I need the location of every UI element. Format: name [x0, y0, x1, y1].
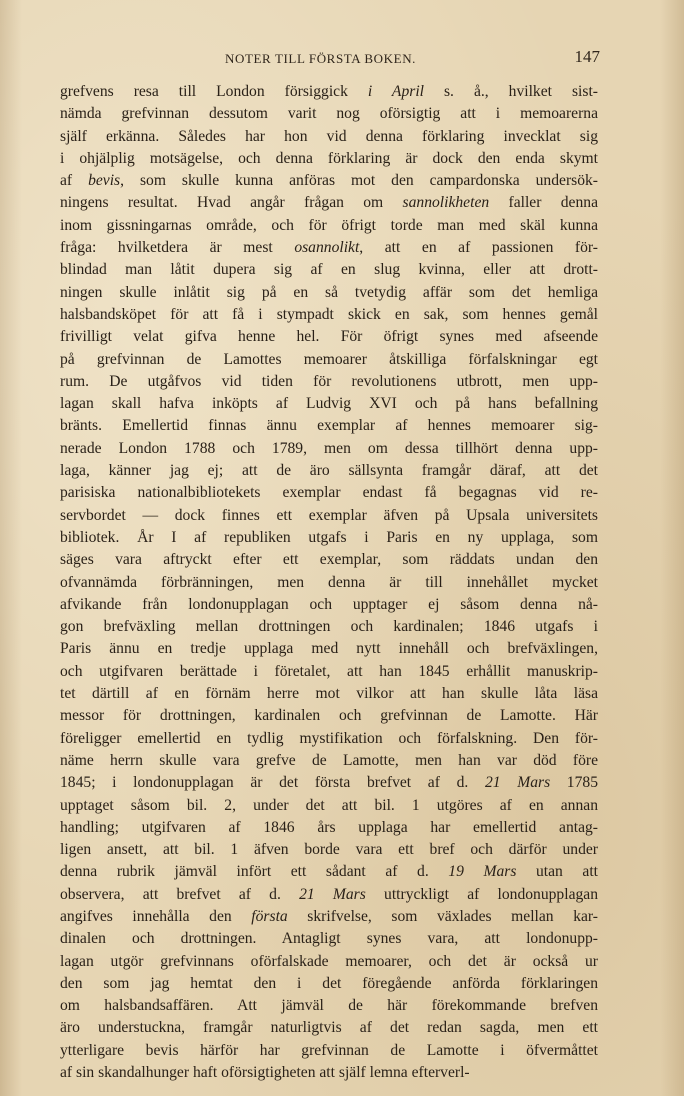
text-line — [60, 1017, 598, 1039]
text-run: fråga: hvilketdera är mest — [60, 239, 295, 257]
text-line — [60, 638, 598, 660]
text-run: , att en af passionen för- — [359, 239, 598, 257]
text-line — [60, 304, 598, 326]
text-run: grefvens resa till London försiggick — [60, 83, 368, 100]
text-run: handling; utgifvaren af 1846 års upplaga har emellertid antag- — [60, 818, 598, 836]
text-run: nerade London 1788 och 1789, men om dessa tillhört denna upp- — [60, 439, 598, 457]
text-line — [60, 192, 598, 214]
text-run: ningen skulle inlåtit sig på en så tvetydig affär som det hemliga — [60, 283, 598, 301]
text-line — [60, 415, 598, 437]
text-run: af — [60, 172, 89, 190]
text-run: messor för drottningen, kardinalen och grefvinnan de Lamotte. Här — [60, 707, 598, 725]
text-run: af sin skandalhunger haft oförsigtigheten att själf lemna efterverl- — [60, 1064, 470, 1082]
text-line — [60, 349, 598, 371]
text-run: uttryckligt af londonupplagan — [365, 885, 598, 903]
text-run: tet därtill af en förnäm herre mot vilkor att han skulle låta läsa — [60, 685, 598, 703]
text-line — [60, 683, 598, 705]
italic-run: 21 Mars — [299, 885, 366, 903]
text-line — [60, 237, 598, 259]
text-line — [60, 661, 598, 683]
text-line — [60, 259, 598, 281]
text-line — [60, 170, 598, 192]
text-run: och utgifvaren berättade i företalet, att han 1845 erhållit manuskrip- — [60, 662, 598, 680]
text-run: angifves innehålla den — [60, 907, 252, 925]
text-run: dinalen och drottningen. Antagligt synes vara, att londonupp- — [60, 930, 598, 948]
text-line — [60, 371, 598, 393]
text-line — [60, 460, 598, 482]
text-line — [60, 884, 598, 906]
text-line — [60, 928, 598, 950]
text-run: rum. De utgåfvos vid tiden för revolutionens utbrott, men upp- — [60, 372, 598, 390]
text-line — [60, 81, 598, 103]
text-line — [60, 772, 598, 794]
text-run: ofvannämda förbränningen, men denna är till innehållet mycket — [60, 573, 598, 591]
text-run: skrifvelse, som växlades mellan kar- — [287, 907, 598, 925]
text-run: ytterligare bevis härför har grefvinnan de Lamotte i öfvermåttet — [60, 1041, 598, 1059]
text-run: själf erkänna. Således har hon vid denna förklaring invecklat sig — [60, 127, 598, 145]
italic-run: sannolikheten — [402, 194, 490, 212]
text-run: frivilligt velat gifva henne hel. För öfrigt synes med afseende — [60, 328, 598, 346]
text-run: afvikande från londonupplagan och upptager ej såsom denna nå- — [60, 595, 598, 613]
text-run: 1785 — [550, 774, 598, 792]
text-line — [60, 326, 598, 348]
italic-run: 19 Mars — [448, 863, 517, 881]
text-run: halsbandsköpet för att få i stympadt skick en sak, som hennes gemål — [60, 305, 598, 323]
text-line — [60, 705, 598, 727]
page-header — [60, 47, 600, 71]
text-run: den som jag hemtat den i det föregående anförda förklaringen — [60, 974, 598, 992]
text-line — [60, 861, 598, 883]
text-run: laga, känner jag ej; att de äro sällsynta framgår däraf, att det — [60, 462, 598, 480]
italic-run: i April — [367, 83, 424, 100]
text-line — [60, 482, 598, 504]
text-run: säges vara aftryckt efter ett exemplar, som räddats undan den — [60, 551, 598, 569]
text-line — [60, 906, 598, 928]
italic-run: första — [251, 907, 288, 925]
text-line — [60, 817, 598, 839]
text-line — [60, 750, 598, 772]
text-run: ligen ansett, att bil. 1 äfven borde vara ett bref och därför under — [60, 841, 598, 859]
text-run: faller denna — [489, 194, 598, 212]
italic-run: 21 Mars — [484, 774, 551, 792]
text-line — [60, 973, 598, 995]
text-line — [60, 438, 598, 460]
text-line — [60, 1040, 598, 1062]
text-run: gon brefväxling mellan drottningen och kardinalen; 1846 utgafs i — [60, 618, 598, 636]
text-run: äro understuckna, framgår naturligtvis af det redan sagda, men ett — [60, 1019, 598, 1037]
text-run: s. å., hvilket sist- — [423, 83, 598, 100]
text-run: parisiska nationalbibliotekets exemplar endast få begagnas vid re- — [60, 484, 598, 502]
italic-run: bevis — [88, 172, 121, 190]
text-run: i ohjälplig motsägelse, och denna förklaring är dock den enda skymt — [60, 149, 598, 167]
text-run: inom gissningarnas område, och för öfrigt torde man med skäl kunna — [60, 216, 598, 234]
text-line — [60, 795, 598, 817]
text-run: servbordet — dock finnes ett exemplar äfven på Upsala universitets — [60, 506, 598, 524]
text-run: Paris ännu en tredje upplaga med nytt innehåll och brefväxlingen, — [60, 640, 598, 658]
text-run: , som skulle kunna anföras mot den campardonska undersök- — [120, 172, 598, 190]
text-run: nämda grefvinnan dessutom varit nog oförsigtig att i memoarerna — [60, 105, 598, 123]
text-line — [60, 839, 598, 861]
text-line — [60, 572, 598, 594]
text-run: på grefvinnan de Lamottes memoarer åtskilliga förfalskningar egt — [60, 350, 598, 368]
text-run: denna rubrik jämväl infört ett sådant af d. — [60, 863, 449, 881]
text-line — [60, 215, 598, 237]
text-line — [60, 393, 598, 415]
text-run: upptaget såsom bil. 2, under det att bil. 1 utgöres af en annan — [60, 796, 598, 814]
text-run: lagan utgör grefvinnans oförfalskade memoarer, och det är också ur — [60, 952, 598, 970]
page-number: 147 — [574, 47, 600, 66]
text-line — [60, 616, 598, 638]
italic-run: osannolikt — [294, 239, 360, 257]
text-line — [60, 505, 598, 527]
text-run: lagan skall hafva inköpts af Ludvig XVI och på hans befallning — [60, 395, 598, 413]
running-head: NOTER TILL FÖRSTA BOKEN. — [225, 51, 417, 66]
text-line — [60, 728, 598, 750]
text-run: utan att — [516, 863, 598, 881]
text-line — [60, 527, 598, 549]
text-run: föreligger emellertid en tydlig mystifikation och förfalskning. Den för- — [60, 729, 598, 747]
text-line — [60, 282, 598, 304]
text-run: bränts. Emellertid finnas ännu exemplar af hennes memoarer sig- — [60, 417, 598, 435]
text-run: bibliotek. År I af republiken utgafs i Paris en ny upplaga, som — [60, 528, 598, 546]
text-line — [60, 951, 598, 973]
text-line — [60, 1062, 598, 1084]
body-text — [60, 81, 598, 1084]
text-run: observera, att brefvet af d. — [60, 885, 300, 903]
text-line — [60, 995, 598, 1017]
text-run: blindad man låtit dupera sig af en slug kvinna, eller att drott- — [60, 261, 598, 279]
text-line — [60, 148, 598, 170]
text-run: 1845; i londonupplagan är det första brefvet af d. — [60, 774, 485, 792]
text-line — [60, 126, 598, 148]
text-line — [60, 594, 598, 616]
text-line — [60, 103, 598, 125]
text-run: ningens resultat. Hvad angår frågan om — [60, 194, 403, 212]
text-run: näme herrn skulle vara grefve de Lamotte, men han var död före — [60, 751, 598, 769]
text-line — [60, 549, 598, 571]
text-run: om halsbandsaffären. Att jämväl de här förekommande brefven — [60, 997, 598, 1015]
